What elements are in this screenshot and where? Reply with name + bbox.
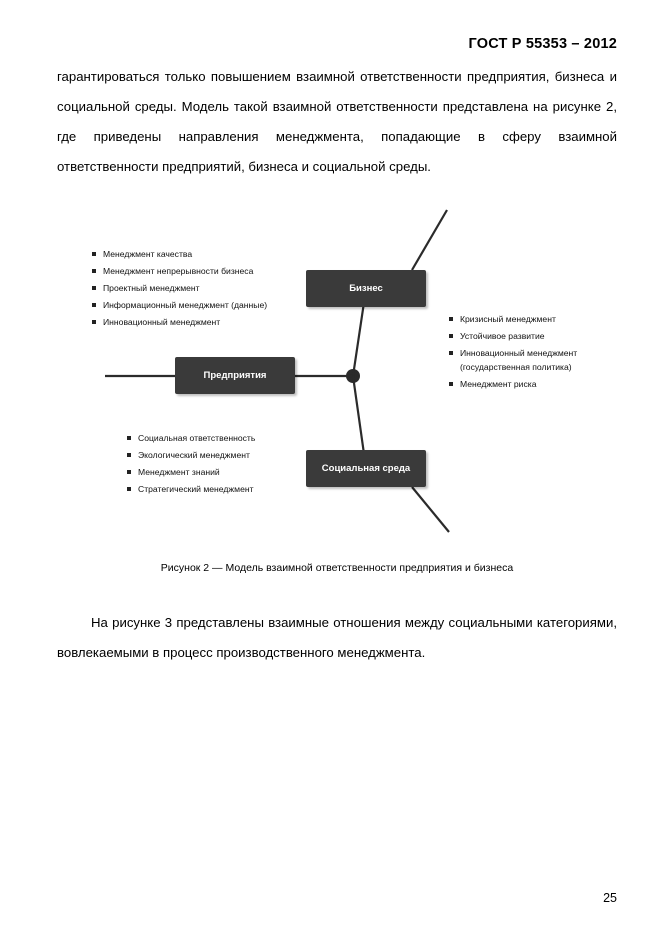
list-item: Инновационный менеджмент (государственная политика) (449, 347, 599, 374)
list-item: Менеджмент знаний (127, 466, 327, 480)
figure-diagram (57, 200, 617, 540)
list-item: Проектный менеджмент (92, 282, 302, 296)
paragraph-1: гарантироваться только повышением взаимной ответственности предприятия, бизнеса и социальной среды. Модель такой взаимной ответственности представлена на рисунке 2, где приведены направления менеджмента, попадающие в сферу взаимной ответственности предприятий, бизнеса и социальной среды. (57, 69, 617, 174)
list-item: Кризисный менеджмент (449, 313, 599, 327)
node-social[interactable]: Социальная среда (306, 450, 426, 487)
document-header: ГОСТ Р 55353 – 2012 (468, 36, 617, 52)
list-item: Экологический менеджмент (127, 449, 327, 463)
list-hub-right (449, 313, 599, 395)
list-item: Менеджмент риска (449, 378, 599, 392)
list-item: Менеджмент качества (92, 248, 302, 262)
paragraph-block-1 (57, 62, 617, 182)
page-number: 25 (603, 891, 617, 905)
list-item: Менеджмент непрерывности бизнеса (92, 265, 302, 279)
node-enterprises[interactable]: Предприятия (175, 357, 295, 394)
list-item: Устойчивое развитие (449, 330, 599, 344)
list-enterprise-top (92, 248, 302, 333)
paragraph-2: На рисунке 3 представлены взаимные отношения между социальными категориями, вовлекаемыми в процесс производственного менеджмента. (57, 615, 617, 660)
list-item: Социальная ответственность (127, 432, 327, 446)
paragraph-block-2 (57, 608, 617, 668)
node-business[interactable]: Бизнес (306, 270, 426, 307)
list-enterprise-bottom (127, 432, 327, 500)
list-item: Стратегический менеджмент (127, 483, 327, 497)
list-item: Инновационный менеджмент (92, 316, 302, 330)
figure-caption: Рисунок 2 — Модель взаимной ответственности предприятия и бизнеса (160, 562, 514, 574)
list-item: Информационный менеджмент (данные) (92, 299, 302, 313)
